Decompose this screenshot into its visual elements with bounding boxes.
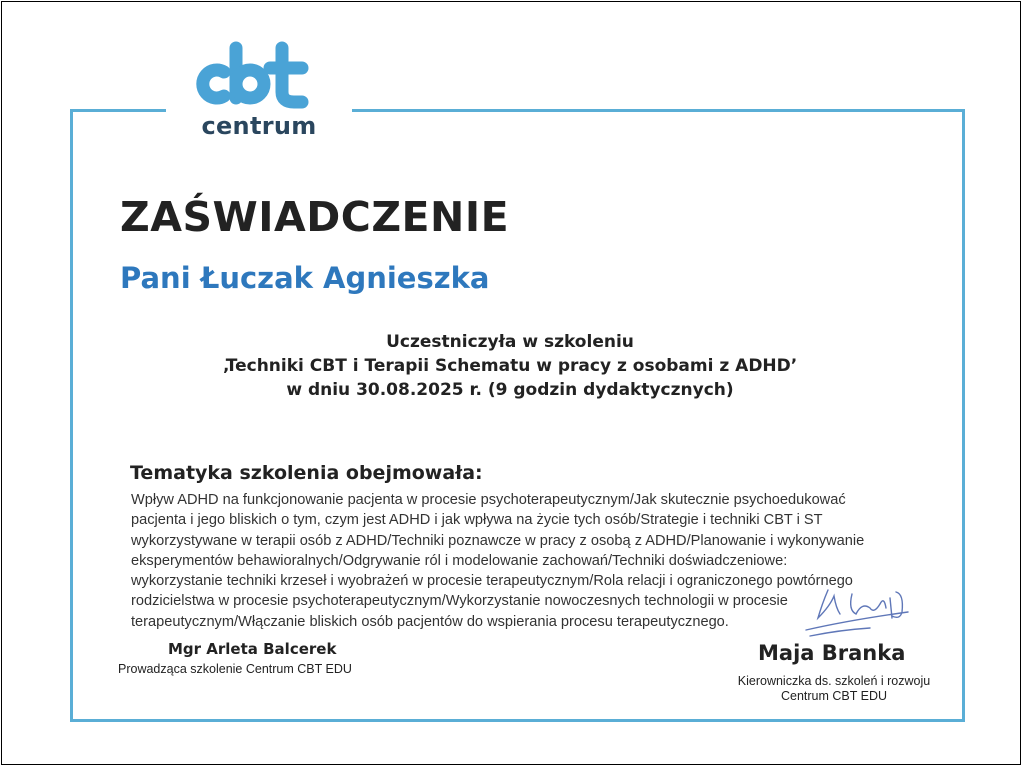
logo-wordmark: centrum — [201, 112, 317, 140]
director-role-line: Centrum CBT EDU — [780, 689, 888, 703]
topics-line: pacjenta i jego bliskich o tym, czym jest ADHD i jak wpływa na życie tych osób/Strategie i techniki CBT i ST — [131, 512, 823, 529]
topics-line: eksperymentów behawioralnych/Odgrywanie ról i modelowanie zachowań/Techniki doświadczeniowe: — [131, 552, 788, 569]
director-role-line: Kierowniczka ds. szkoleń i rozwoju — [737, 674, 931, 688]
topics-line: wykorzystywane w terapii osób z ADHD/Techniki poznawcze w pracy z osobą z ADHD/Planowanie i wykonywanie — [131, 532, 865, 549]
attended-line: Uczestniczyła w szkoleniu — [386, 332, 634, 352]
certificate-title: ZAŚWIADCZENIE — [120, 193, 510, 241]
topics-body — [131, 490, 911, 632]
cbt-logo-mark — [190, 40, 328, 114]
topics-heading: Tematyka szkolenia obejmowała: — [130, 462, 483, 484]
topics-line: rodzicielstwa w procesie psychoterapeutycznym/Wykorzystanie nowoczesnych technologii w procesie — [131, 593, 788, 610]
cbt-centrum-logo — [166, 36, 352, 144]
topics-line: Wpływ ADHD na funkcjonowanie pacjenta w procesie psychoterapeutycznym/Jak skutecznie psychoedukować — [131, 492, 846, 508]
attendance-block — [150, 330, 870, 402]
topics-line: terapeutycznym/Włączanie bliskich osób pacjentów do wspierania procesu terapeutycznego. — [131, 613, 729, 630]
instructor-name: Mgr Arleta Balcerek — [168, 640, 337, 658]
director-role — [728, 674, 940, 704]
date-line: w dniu 30.08.2025 r. (9 godzin dydaktycznych) — [286, 380, 734, 400]
director-name: Maja Branka — [758, 641, 906, 665]
recipient-name: Pani Łuczak Agnieszka — [120, 261, 490, 295]
course-title: ‚Techniki CBT i Terapii Schematu w pracy z osobami z ADHD’ — [222, 356, 798, 376]
topics-line: wykorzystanie techniki krzeseł i wyobrażeń w procesie terapeutycznym/Rola relacji i ograniczonego powtórnego — [131, 573, 853, 590]
instructor-role: Prowadząca szkolenie Centrum CBT EDU — [118, 662, 352, 676]
handwritten-signature — [800, 584, 920, 644]
